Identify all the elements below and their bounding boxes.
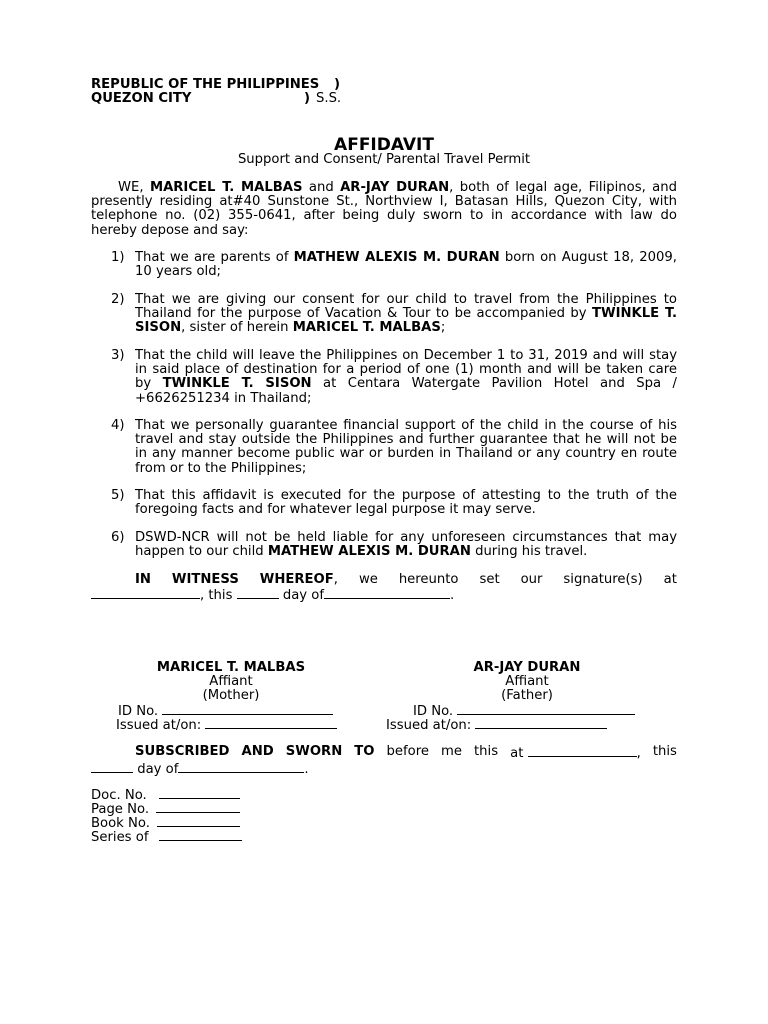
witness-line-2 [91, 587, 677, 603]
intro-name-mother: MARICEL T. MALBAS [149, 180, 303, 195]
item-number: 2) [111, 292, 125, 307]
venue-line-republic [91, 77, 341, 92]
item-text-c: during his travel. [470, 544, 588, 560]
witness-word: at [663, 572, 677, 587]
item-text-e: ; [440, 320, 446, 336]
item-text [135, 349, 677, 406]
signatory-relation: (Mother) [202, 688, 260, 703]
item-text [135, 251, 677, 279]
jurat-word: me [441, 744, 462, 759]
jurat-line-2 [91, 761, 677, 777]
jurat-place-blank [528, 745, 637, 757]
jurat-word: before [386, 744, 429, 759]
witness-word: hereunto [398, 572, 459, 587]
doc-no-blank [159, 787, 240, 799]
place-blank [91, 587, 200, 599]
item-mother-name: MARICEL T. MALBAS [292, 320, 441, 336]
issued-blank [475, 717, 607, 729]
jurat-at: at [510, 746, 524, 761]
witness-day-of: day of [278, 588, 324, 604]
item-text-c: , sister of herein [181, 320, 293, 336]
day-blank [237, 587, 279, 599]
venue-line-city [91, 91, 342, 107]
item-text-a: That we are parents of [135, 250, 294, 265]
venue-city: QUEZON CITY [91, 91, 192, 107]
signatory-role: Affiant [209, 674, 253, 689]
jurat-word: SWORN [285, 744, 343, 759]
item-child-name: MATHEW ALEXIS M. DURAN [293, 250, 500, 265]
intro-name-father: AR-JAY DURAN [340, 180, 450, 195]
jurat-month-blank [178, 761, 304, 773]
series-blank [159, 829, 242, 841]
jurat-word: TO [354, 744, 375, 759]
item-text [135, 293, 677, 336]
page-no-row [91, 801, 242, 815]
issued-blank [205, 717, 337, 729]
item-text: That we personally guarantee financial support of the child in the course of his travel and stay outside the Philippines and further guarantee that he will not be in any manner become public war or burden in Thailand or any country en route from or to the Philippines; [135, 418, 677, 476]
item-text-c: at Centara Watergate Pavilion Hotel and Spa / +6626251234 in Thailand; [135, 376, 677, 406]
notarial-registry [91, 787, 242, 843]
signatory-role: Affiant [505, 674, 549, 689]
witness-line-1 [91, 573, 677, 587]
jurat-word [510, 745, 641, 761]
venue-republic: REPUBLIC OF THE PHILIPPINES [91, 77, 320, 92]
signature-block-mother [91, 661, 371, 703]
jurat-comma: , [636, 746, 641, 761]
issued-label: Issued at/on: [386, 718, 472, 733]
item-number: 1) [111, 250, 125, 265]
witness-this: , this [200, 588, 237, 604]
page-no-label: Page No. [91, 802, 150, 817]
issued-label: Issued at/on: [116, 718, 202, 733]
venue-paren-2: ) [304, 91, 311, 107]
series-label: Series of [91, 830, 149, 845]
jurat-word: AND [241, 744, 274, 759]
venue-block [91, 77, 342, 107]
jurat-word: this [474, 744, 499, 759]
witness-clause [91, 573, 677, 603]
venue-paren-1: ) [334, 77, 341, 92]
item-child-name: MATHEW ALEXIS M. DURAN [267, 544, 471, 560]
item-text: That this affidavit is executed for the purpose of attesting to the truth of the foregoing facts and for whatever legal purpose it may serve. [135, 488, 677, 518]
witness-word: we [358, 572, 378, 587]
document-title: AFFIDAVIT [334, 135, 434, 155]
intro-paragraph [91, 181, 677, 238]
series-row [91, 829, 242, 843]
jurat-day-of: day of [133, 762, 179, 778]
id-label: ID No. [118, 704, 159, 719]
item-companion-name: TWINKLE T. SISON [162, 376, 312, 392]
jurat-period: . [304, 762, 309, 778]
signatory-relation: (Father) [501, 688, 553, 703]
venue-ss: S.S. [316, 91, 342, 107]
jurat-line-1 [91, 745, 677, 761]
doc-no-row [91, 787, 242, 801]
witness-word: our [520, 572, 543, 587]
item-text-a: That we are giving our consent for our child to travel from the Philippines to Thailand for the purpose of Vacation & Tour to be accompanied by [135, 292, 677, 322]
intro-and: and [302, 180, 341, 195]
witness-word: signature(s) [563, 572, 643, 587]
witness-word: set [479, 572, 500, 587]
item-number: 4) [111, 418, 125, 433]
signature-block-father [384, 661, 670, 703]
item-number: 6) [111, 530, 125, 545]
document-subtitle: Support and Consent/ Parental Travel Permit [237, 152, 531, 167]
id-label: ID No. [413, 704, 454, 719]
jurat-word: this [652, 744, 677, 759]
page-no-blank [156, 801, 240, 813]
book-no-label: Book No. [91, 816, 150, 831]
signatory-name: MARICEL T. MALBAS [156, 660, 306, 675]
item-text-a: That the child will leave the Philippines on December 1 to 31, 2019 and will stay in said place of destination for a period of one (1) month and will be taken care by [135, 348, 677, 392]
witness-word: WITNESS [171, 572, 239, 587]
witness-word: WHEREOF, [259, 572, 338, 587]
id-blank [162, 703, 333, 715]
item-text-c: born on August 18, 2009, 10 years old; [135, 250, 677, 280]
jurat-clause [91, 745, 677, 777]
witness-period: . [450, 588, 455, 604]
intro-we: WE, [118, 180, 150, 195]
mother-issued-line [116, 717, 337, 733]
book-no-row [91, 815, 242, 829]
jurat-word: SUBSCRIBED [135, 744, 230, 759]
item-number: 3) [111, 348, 125, 363]
intro-rest: , both of legal age, Filipinos, and presently residing at#40 Sunstone St., Northview I, Batasan Hills, Quezon City, with telephone no. (02) 355-0641, after being duly sworn to in accordance with law do hereby depose and say: [91, 180, 677, 238]
item-companion-name: TWINKLE T. SISON [135, 306, 677, 336]
witness-word: IN [135, 572, 151, 587]
doc-no-label: Doc. No. [91, 788, 147, 803]
id-blank [457, 703, 635, 715]
signatory-name: AR-JAY DURAN [473, 660, 581, 675]
item-text [135, 531, 677, 559]
father-issued-line [386, 717, 607, 733]
item-number: 5) [111, 488, 125, 503]
item-text-a: DSWD-NCR will not be held liable for any unforeseen circumstances that may happen to our child [135, 530, 677, 560]
month-blank [324, 587, 450, 599]
jurat-day-blank [91, 761, 133, 773]
book-no-blank [157, 815, 240, 827]
